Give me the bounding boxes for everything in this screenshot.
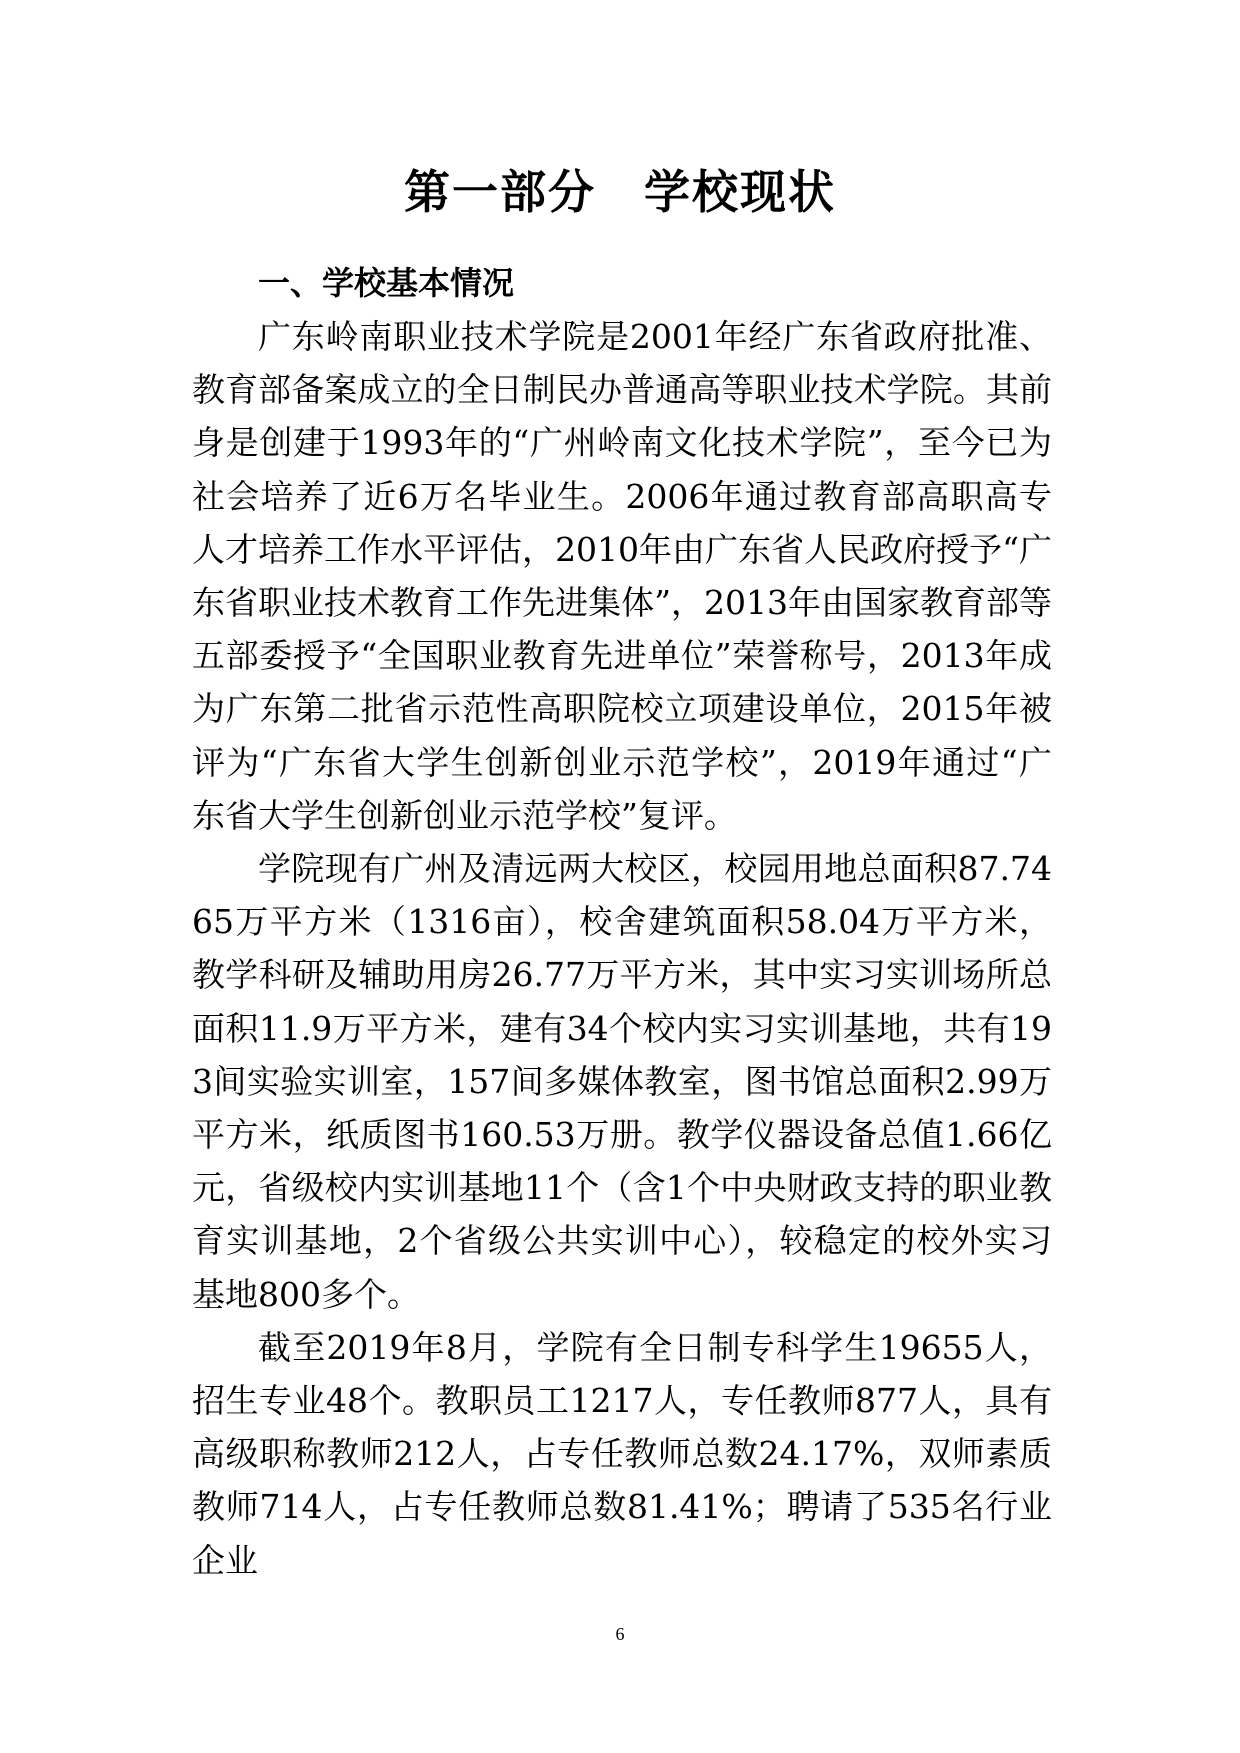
paragraph-campus-facilities: 学院现有广州及清远两大校区，校园用地总面积87.7465万平方米（1316亩），校舍建筑面积58.04万平方米，教学科研及辅助用房26.77万平方米，其中实习实训场所总面积11.9万平方米，建有34个校内实习实训基地，共有193间实验实训室，157间多媒体教室，图书馆总面积2.99万平方米，纸质图书160.53万册。教学仪器设备总值1.66亿元，省级校内实训基地11个（含1个中央财政支持的职业教育实训基地，2个省级公共实训中心），较稳定的校外实习基地800多个。 — [192, 849, 1052, 1314]
page-number: 6 — [615, 1624, 625, 1644]
page-title: 第一部分 学校现状 — [404, 165, 836, 219]
section-heading: 一、学校基本情况 — [258, 264, 515, 302]
paragraph-school-history: 广东岭南职业技术学院是2001年经广东省政府批准、教育部备案成立的全日制民办普通高等职业技术学院。其前身是创建于1993年的“广州岭南文化技术学院”，至今已为社会培养了近6万名毕业生。2006年通过教育部高职高专人才培养工作水平评估，2010年由广东省人民政府授予“广东省职业技术教育工作先进集体”，2013年由国家教育部等五部委授予“全国职业教育先进单位”荣誉称号，2013年成为广东第二批省示范性高职院校立项建设单位，2015年被评为“广东省大学生创新创业示范学校”，2019年通过“广东省大学生创新创业示范学校”复评。 — [192, 317, 1052, 835]
body-text — [192, 310, 1052, 1587]
paragraph-students-staff: 截至2019年8月，学院有全日制专科学生19655人，招生专业48个。教职员工1217人，专任教师877人，具有高级职称教师212人，占专任教师总数24.17%，双师素质教师714人，占专任教师总数81.41%；聘请了535名行业企业 — [192, 1327, 1052, 1580]
